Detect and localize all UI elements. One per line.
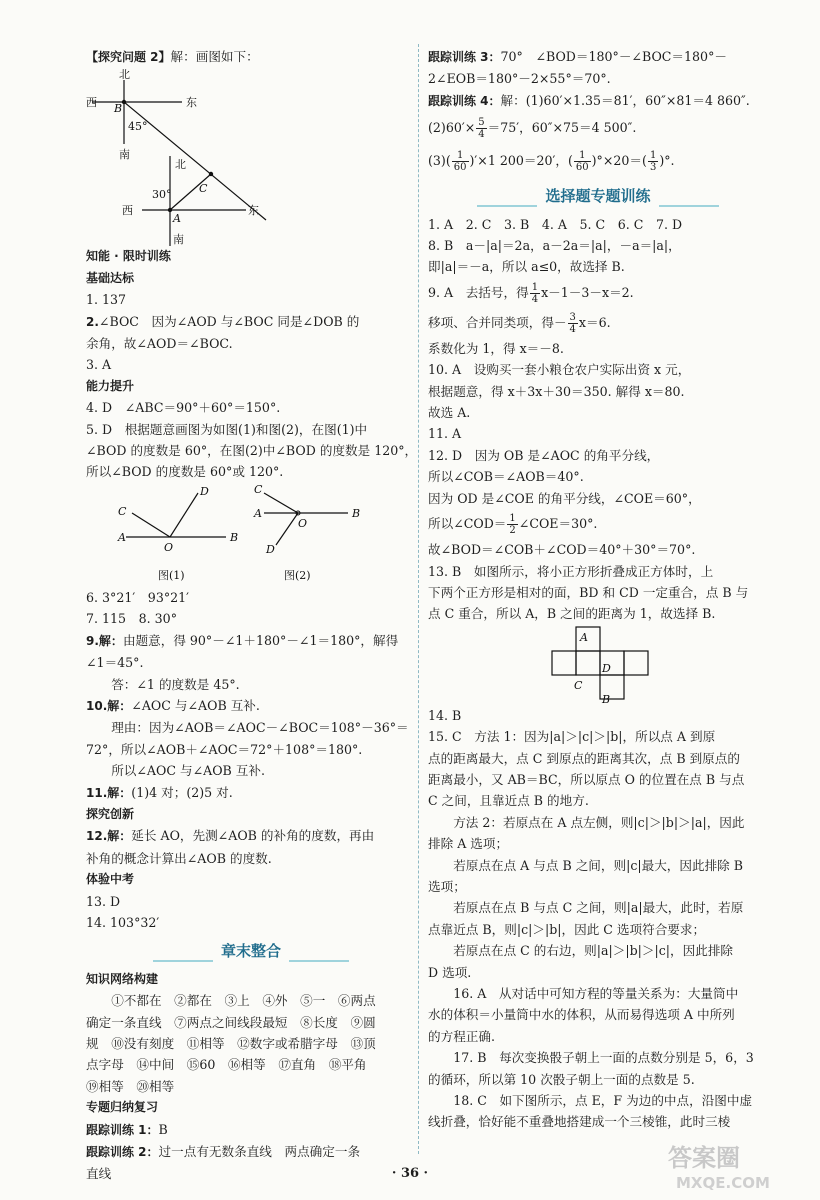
choice-14: 14. B bbox=[428, 707, 462, 723]
fig1-label-o: O bbox=[164, 540, 174, 554]
answer-10-conclusion: 所以∠AOC 与∠AOB 互补. bbox=[111, 763, 265, 779]
point-a-label: A bbox=[173, 212, 181, 226]
cube-label-b: B bbox=[602, 692, 611, 705]
c9-pre: 9. A 去括号，得 bbox=[428, 284, 529, 300]
fraction-1-3 bbox=[648, 150, 658, 173]
answer-2-text: ∠BOC 因为∠AOD 与∠BOC 同是∠DOB 的 bbox=[98, 313, 360, 329]
choice-9-step2 bbox=[428, 308, 768, 338]
answer-10-cont: 72°，所以∠AOB＋∠AOC＝72°＋108°＝180°. bbox=[86, 741, 363, 757]
answer-11-num: 11. bbox=[86, 785, 108, 800]
answer-12-cont: 补角的概念计算出∠AOB 的度数. bbox=[86, 850, 272, 866]
fig2-ray-od bbox=[276, 513, 298, 545]
west-label-a: 西 bbox=[122, 204, 133, 218]
answer-10-text: ∠AOC 与∠AOB 互补. bbox=[131, 697, 260, 713]
choice-10-cont: 根据题意，得 x＋3x＋30＝350. 解得 x＝80. bbox=[428, 383, 685, 399]
north-label-a: 北 bbox=[175, 158, 186, 172]
c12d-pre: 所以∠COD＝ bbox=[428, 516, 507, 532]
east-label-a: 东 bbox=[248, 204, 259, 218]
answer-9-cont: ∠1＝45°. bbox=[86, 655, 144, 671]
fig2-label-b: B bbox=[352, 506, 361, 520]
choice-13: 13. B 如图所示，将小正方形折叠成正方体时，上 bbox=[428, 563, 714, 579]
knowledge-line-2: 确定一条直线 ⑦两点之间线段最短 ⑧长度 ⑨圆 bbox=[86, 1014, 376, 1030]
answer-12-text: 延长 AO，先测∠AOB 的补角的度数，再由 bbox=[131, 828, 375, 844]
answer-11-label: 解： bbox=[107, 785, 132, 800]
west-label-b: 西 bbox=[86, 96, 97, 110]
east-label-b: 东 bbox=[186, 96, 197, 110]
fig2-label-a: A bbox=[254, 506, 262, 520]
watermark-cn: 答案圈 bbox=[668, 1144, 740, 1172]
t4p2-pre: (2)60′× bbox=[428, 120, 476, 136]
frac-num: 3 bbox=[569, 311, 576, 323]
choice-15-i: 若原点在点 B 与点 C 之间，则|a|最大，此时，若原 bbox=[453, 900, 744, 916]
answer-9-num: 9. bbox=[86, 633, 99, 648]
section-zhineng: 知能 · 限时训练 bbox=[86, 249, 171, 264]
fig1-ray-oc bbox=[132, 513, 170, 537]
tracking-3-text: 70° ∠BOD＝180°－∠BOC＝180°－ bbox=[500, 49, 727, 64]
choice-12-b: 所以∠COB＝∠AOB＝40°. bbox=[428, 469, 584, 485]
choice-9 bbox=[428, 278, 768, 308]
answer-12-num: 12. bbox=[86, 829, 108, 844]
net-square-1 bbox=[552, 651, 576, 675]
choice-11: 11. A bbox=[428, 426, 462, 442]
point-b bbox=[122, 100, 126, 104]
section-nengli: 能力提升 bbox=[86, 378, 135, 393]
tracking-4-label: 跟踪训练 4： bbox=[428, 93, 501, 108]
net-square-2 bbox=[576, 651, 600, 675]
angle-diagrams bbox=[86, 483, 386, 587]
t4p3-mid1: ′×1 200＝20′， bbox=[474, 153, 568, 169]
tracking-2 bbox=[86, 1141, 416, 1163]
tracking-3-label: 跟踪训练 3： bbox=[428, 50, 501, 64]
choice-12-d bbox=[428, 509, 768, 539]
choice-15-l: D 选项. bbox=[428, 964, 472, 980]
answer-6: 6. 3°21′ 93°21′ bbox=[86, 589, 190, 605]
south-label-b: 南 bbox=[119, 148, 130, 162]
choice-13-c: 点 C 重合，所以 A，B 之间的距离为 1，故选择 B. bbox=[428, 606, 716, 622]
answer-13: 13. D bbox=[86, 893, 121, 909]
fig2-caption: 图(2) bbox=[284, 568, 311, 582]
answer-10-label: 解： bbox=[107, 698, 132, 713]
answer-5-cont2: 所以∠BOD 的度数是 60°或 120°. bbox=[86, 464, 284, 480]
frac-den: 60 bbox=[575, 162, 589, 174]
fig1-ray-od bbox=[170, 493, 198, 537]
section-tiyan: 体验中考 bbox=[86, 872, 135, 887]
answer-5-cont1: ∠BOD 的度数是 60°，在图(2)中∠BOD 的度数是 120°， bbox=[86, 443, 418, 459]
answer-2-cont: 余角，故∠AOD＝∠BOC. bbox=[86, 336, 233, 352]
choice-16-b: 水的体积＝小量筒中水的体积，从而易得选项 A 中所列 bbox=[428, 1007, 735, 1023]
answer-5: 5. D 根据题意画图为如图(1)和图(2)，在图(1)中 bbox=[86, 421, 368, 437]
fraction-5-4 bbox=[476, 117, 486, 140]
fig1-caption: 图(1) bbox=[158, 568, 185, 582]
choice-15-h: 选项； bbox=[428, 878, 466, 894]
answer-14: 14. 103°32′ bbox=[86, 914, 160, 930]
fig2-ray-oc bbox=[264, 493, 298, 513]
point-b-label: B bbox=[114, 102, 123, 116]
tracking-4-part3: (3)( $\frac{1}{60}$ )′×1 200＝20′，( $\frac{1}{60}$ )°×20＝( $\frac{1}{3}$ )°. bbox=[428, 150, 675, 174]
frac-num: 1 bbox=[509, 513, 516, 525]
south-label-a: 南 bbox=[173, 233, 184, 247]
frac-num: 5 bbox=[478, 117, 485, 129]
tracking-3-cont: 2∠EOB＝180°－2×55°＝70°. bbox=[428, 71, 611, 87]
section-jichu: 基础达标 bbox=[86, 270, 135, 285]
frac-den: 60 bbox=[453, 162, 467, 174]
tracking-4-part2 bbox=[428, 112, 768, 144]
knowledge-line-3: 规 ⑩没有刻度 ⑪相等 ⑫数字或希腊字母 ⑬顶 bbox=[86, 1036, 376, 1051]
tracking-4 bbox=[428, 90, 768, 112]
tracking-2-label: 跟踪训练 2： bbox=[86, 1145, 159, 1160]
choice-8: 8. B a－|a|＝2a，a－2a＝|a|，－a＝|a|， bbox=[428, 238, 681, 254]
answer-11 bbox=[86, 782, 416, 804]
fig2-label-d: D bbox=[266, 542, 275, 556]
tracking-2-text: 过一点有无数条直线 两点确定一条 bbox=[158, 1144, 361, 1160]
tracking-1 bbox=[86, 1119, 416, 1141]
section-knowledge-network: 知识网络构建 bbox=[86, 971, 159, 986]
cube-label-c: C bbox=[574, 678, 583, 692]
choice-18-a: 18. C 如下图所示，点 E，F 为边的中点，沿图中虚 bbox=[453, 1093, 753, 1109]
frac-num: 1 bbox=[531, 281, 539, 293]
frac-num: 1 bbox=[649, 150, 657, 162]
choice-13-b: 下两个正方形是相对的面，BD 和 CD 一定重合，点 B 与 bbox=[428, 584, 749, 600]
fraction-1-2 bbox=[507, 513, 517, 536]
choice-15-e: 方法 2：若原点在 A 点左侧，则|c|＞|b|＞|a|，因此 bbox=[453, 814, 745, 830]
choice-15-g: 若原点在点 A 与点 B 之间，则|c|最大，因此排除 B bbox=[453, 857, 744, 873]
explore-label: 【探究问题 2】 bbox=[86, 50, 171, 64]
heading-chapter-summary-text: 章末整合 bbox=[213, 941, 289, 962]
choice-10-end: 故选 A. bbox=[428, 405, 471, 421]
angle-45-label: 45° bbox=[128, 120, 148, 134]
choice-8-cont: 即|a|＝－a，所以 a≤0，故选择 B. bbox=[428, 259, 625, 275]
column-divider bbox=[418, 44, 419, 1154]
choice-10: 10. A 设购买一套小粮仓农户实际出资 x 元， bbox=[428, 362, 691, 378]
answer-1: 1. 137 bbox=[86, 292, 127, 308]
answer-10 bbox=[86, 695, 416, 717]
fraction-1-4 bbox=[530, 282, 540, 305]
choice-12-c: 因为 OD 是∠COE 的角平分线，∠COE＝60°， bbox=[428, 490, 701, 506]
fraction-3-4 bbox=[568, 312, 578, 335]
left-column bbox=[86, 46, 416, 1185]
point-a bbox=[168, 208, 172, 212]
cube-label-a: A bbox=[580, 630, 588, 644]
t4p2-post: ＝75′，60″×75＝4 500″. bbox=[487, 120, 637, 136]
knowledge-line-5: ⑲相等 ⑳相等 bbox=[86, 1078, 175, 1094]
choice-15-k: 若原点在点 C 的右边，则|a|＞|b|＞|c|，因此排除 bbox=[453, 943, 734, 959]
answer-9 bbox=[86, 630, 416, 652]
fig1-label-c: C bbox=[118, 504, 127, 518]
answer-2-num: 2. bbox=[86, 314, 99, 329]
section-topic-review: 专题归纳复习 bbox=[86, 1100, 159, 1115]
watermark-en: MXQE.COM bbox=[676, 1174, 770, 1192]
page-number: · 36 · bbox=[391, 1166, 429, 1181]
choice-16-c: 的方程正确. bbox=[428, 1028, 495, 1044]
tracking-4-text: 解：(1)60′×1.35＝81′，60″×81＝4 860″. bbox=[500, 92, 750, 108]
knowledge-line-1: ①不都在 ②都在 ③上 ④外 ⑤一 ⑥两点 bbox=[111, 993, 376, 1009]
right-column bbox=[428, 46, 768, 1133]
explore-text: 解：画图如下： bbox=[170, 49, 259, 64]
fraction-1-60-b bbox=[574, 150, 591, 173]
choice-1-7: 1. A 2. C 3. B 4. A 5. C 6. C 7. D bbox=[428, 216, 683, 232]
choice-12-e: 故∠BOD＝∠COB＋∠COD＝40°＋30°＝70°. bbox=[428, 542, 696, 558]
fig1-label-d: D bbox=[200, 484, 209, 498]
bc-line bbox=[124, 102, 266, 220]
frac-den: 4 bbox=[478, 129, 485, 141]
t4p3-post: °. bbox=[664, 153, 675, 169]
watermark-logo bbox=[660, 1136, 810, 1196]
frac-num: 1 bbox=[574, 150, 591, 162]
fig1-label-b: B bbox=[230, 530, 239, 544]
tracking-2-cont: 直线 bbox=[86, 1166, 112, 1182]
answer-9-conclusion: 答：∠1 的度数是 45°. bbox=[111, 676, 240, 692]
frac-den: 2 bbox=[509, 525, 516, 537]
heading-choice-training bbox=[428, 186, 768, 207]
t4p3-pre: (3) bbox=[428, 153, 446, 169]
explore-question-2 bbox=[86, 46, 416, 68]
c9b-post: x＝6. bbox=[578, 314, 611, 330]
answer-10-reason: 理由：因为∠AOB＝∠AOC－∠BOC＝108°－36°＝ bbox=[111, 720, 409, 736]
choice-15-f: 排除 A 选项； bbox=[428, 836, 509, 852]
choice-15-d: C 之间，且靠近点 B 的地方. bbox=[428, 793, 589, 809]
c9-post: x－1－3－x＝2. bbox=[541, 284, 634, 300]
tracking-3 bbox=[428, 46, 768, 68]
frac-den: 4 bbox=[531, 293, 539, 305]
cube-net-diagram bbox=[428, 625, 768, 705]
choice-15-b: 点的距离最大，点 C 到原点的距离其次，点 B 到原点的 bbox=[428, 750, 740, 766]
c9b-pre: 移项、合并同类项，得－ bbox=[428, 314, 567, 330]
choice-12: 12. D 因为 OB 是∠AOC 的角平分线， bbox=[428, 447, 660, 463]
heading-chapter-summary bbox=[86, 941, 416, 962]
c12d-post: ∠COE＝30°. bbox=[518, 516, 598, 532]
direction-diagram bbox=[86, 68, 326, 246]
answer-11-text: (1)4 对；(2)5 对. bbox=[131, 784, 233, 800]
choice-16-a: 16. A 从对话中可知方程的等量关系为：大量筒中 bbox=[453, 986, 739, 1001]
choice-17-a: 17. B 每次变换骰子朝上一面的点数分别是 5，6，3 bbox=[453, 1050, 754, 1066]
fraction-1-60-a bbox=[452, 150, 469, 173]
choice-18-b: 线折叠，恰好能不重叠地搭建成一个三棱锥，此时三棱 bbox=[428, 1114, 731, 1130]
answer-9-text: 由题意，得 90°－∠1＋180°－∠1＝180°，解得 bbox=[122, 632, 399, 648]
heading-choice-training-text: 选择题专题训练 bbox=[537, 186, 658, 207]
choice-15-a: 15. C 方法 1：因为|a|＞|c|＞|b|，所以点 A 到原 bbox=[428, 729, 716, 745]
answer-7-8: 7. 115 8. 30° bbox=[86, 611, 177, 627]
answer-4: 4. D ∠ABC＝90°＋60°＝150°. bbox=[86, 400, 281, 416]
fig2-label-o: O bbox=[298, 516, 308, 530]
answer-9-label: 解： bbox=[98, 633, 123, 648]
fig2-label-c: C bbox=[254, 482, 263, 496]
answer-12 bbox=[86, 825, 416, 847]
frac-num: 1 bbox=[452, 150, 469, 162]
north-label-b: 北 bbox=[119, 68, 130, 82]
choice-15-c: 距离最小，又 AB＝BC，所以原点 O 的位置在点 B 与点 bbox=[428, 771, 745, 787]
tracking-1-text: B bbox=[158, 1121, 168, 1137]
frac-den: 4 bbox=[569, 323, 576, 335]
fig1-label-a: A bbox=[118, 530, 126, 544]
point-c-label: C bbox=[199, 182, 208, 196]
answer-3: 3. A bbox=[86, 357, 112, 373]
answer-12-label: 解： bbox=[107, 829, 132, 844]
frac-den: 3 bbox=[649, 162, 657, 174]
angle-30-label: 30° bbox=[152, 188, 172, 202]
choice-15-j: 点靠近点 B，则|c|＞|b|，因此 C 选项符合要求； bbox=[428, 921, 706, 937]
choice-9-step3: 系数化为 1，得 x＝－8. bbox=[428, 340, 564, 356]
section-tanjiu: 探究创新 bbox=[86, 806, 135, 821]
answer-2 bbox=[86, 311, 416, 333]
knowledge-line-4: 点字母 ⑭中间 ⑮60 ⑯相等 ⑰直角 ⑱平角 bbox=[86, 1057, 367, 1073]
net-square-4 bbox=[624, 651, 648, 675]
choice-17-b: 的循环，所以第 10 次骰子朝上一面的点数是 5. bbox=[428, 1071, 695, 1087]
answer-10-num: 10. bbox=[86, 698, 108, 713]
tracking-1-label: 跟踪训练 1： bbox=[86, 1122, 159, 1137]
t4p3-mid2: °×20＝ bbox=[596, 153, 643, 169]
cube-label-d: D bbox=[602, 661, 611, 675]
